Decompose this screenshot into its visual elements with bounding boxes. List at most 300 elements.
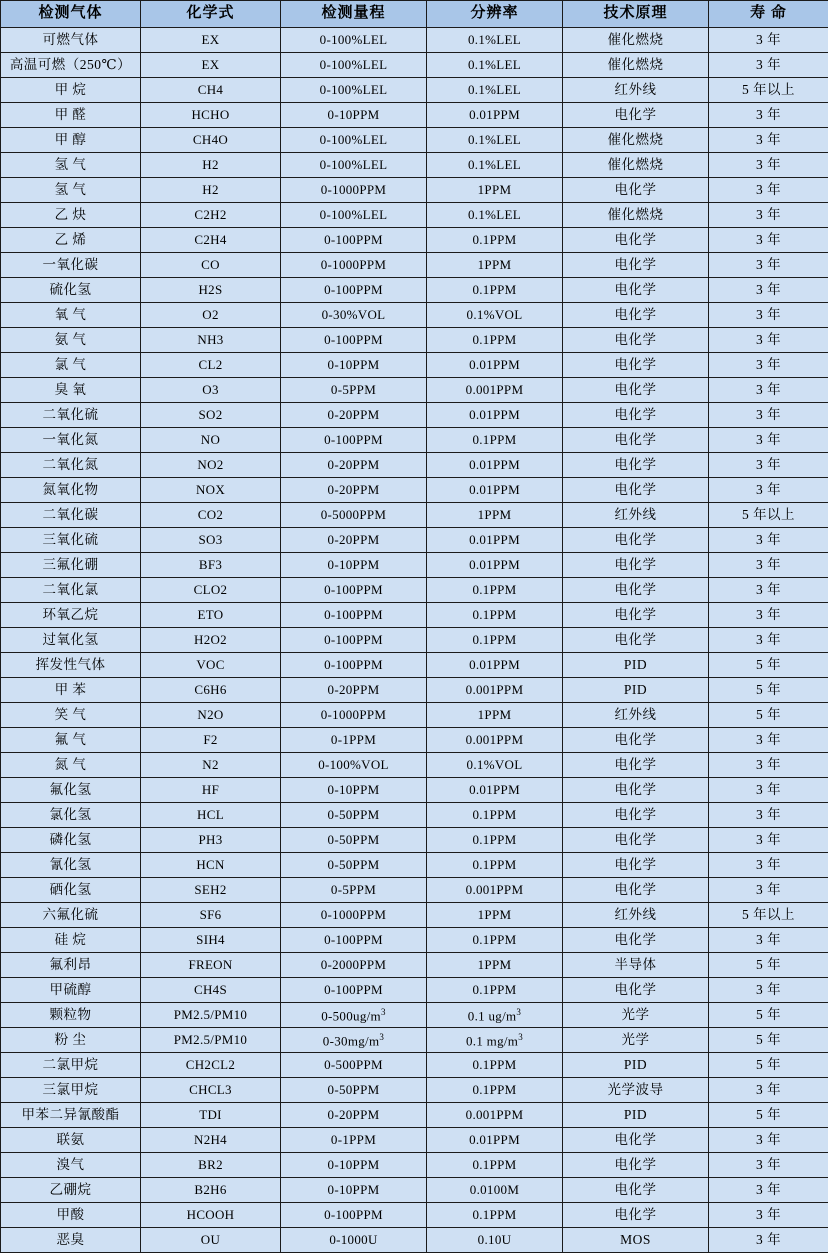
cell-lifetime: 3 年	[709, 203, 828, 228]
cell-resolution: 0.01PPM	[427, 478, 563, 503]
cell-principle: 电化学	[563, 428, 709, 453]
cell-formula: N2O	[141, 703, 281, 728]
cell-gas: 二氧化硫	[1, 403, 141, 428]
cell-range: 0-100PPM	[281, 228, 427, 253]
table-row	[1, 1003, 828, 1028]
cell-principle: 电化学	[563, 353, 709, 378]
table-row	[1, 1103, 828, 1128]
cell-principle: 催化燃烧	[563, 153, 709, 178]
table-row	[1, 153, 828, 178]
cell-range: 0-100PPM	[281, 328, 427, 353]
cell-resolution: 0.1%LEL	[427, 28, 563, 53]
cell-principle: 电化学	[563, 253, 709, 278]
table-row	[1, 1028, 828, 1053]
cell-resolution: 0.1%LEL	[427, 128, 563, 153]
table-row	[1, 878, 828, 903]
cell-gas: 一氧化氮	[1, 428, 141, 453]
cell-formula: CLO2	[141, 578, 281, 603]
cell-range: 0-100PPM	[281, 978, 427, 1003]
cell-resolution: 0.1%VOL	[427, 303, 563, 328]
cell-range: 0-50PPM	[281, 853, 427, 878]
cell-gas: 颗粒物	[1, 1003, 141, 1028]
cell-lifetime: 3 年	[709, 253, 828, 278]
cell-formula: CH4	[141, 78, 281, 103]
cell-principle: 电化学	[563, 228, 709, 253]
cell-range: 0-20PPM	[281, 478, 427, 503]
cell-lifetime: 5 年	[709, 1053, 828, 1078]
cell-resolution: 0.10U	[427, 1228, 563, 1253]
cell-formula: SEH2	[141, 878, 281, 903]
table-row	[1, 253, 828, 278]
cell-gas: 恶臭	[1, 1228, 141, 1253]
cell-principle: 电化学	[563, 553, 709, 578]
cell-range: 0-5PPM	[281, 878, 427, 903]
table-row	[1, 778, 828, 803]
cell-principle: 电化学	[563, 928, 709, 953]
cell-range: 0-10PPM	[281, 353, 427, 378]
cell-gas: 二氧化碳	[1, 503, 141, 528]
cell-range: 0-10PPM	[281, 778, 427, 803]
cell-formula: ETO	[141, 603, 281, 628]
cell-lifetime: 3 年	[709, 978, 828, 1003]
cell-gas: 过氧化氢	[1, 628, 141, 653]
cell-range: 0-20PPM	[281, 678, 427, 703]
table-row	[1, 1128, 828, 1153]
cell-formula: CH2CL2	[141, 1053, 281, 1078]
cell-lifetime: 3 年	[709, 303, 828, 328]
table-row	[1, 328, 828, 353]
cell-gas: 笑 气	[1, 703, 141, 728]
cell-gas: 三氧化硫	[1, 528, 141, 553]
table-row	[1, 353, 828, 378]
cell-range: 0-100%VOL	[281, 753, 427, 778]
cell-formula: PH3	[141, 828, 281, 853]
cell-range: 0-50PPM	[281, 803, 427, 828]
cell-lifetime: 5 年以上	[709, 78, 828, 103]
cell-formula: C6H6	[141, 678, 281, 703]
cell-gas: 氮氧化物	[1, 478, 141, 503]
cell-formula: N2H4	[141, 1128, 281, 1153]
table-row	[1, 928, 828, 953]
cell-resolution: 0.1PPM	[427, 578, 563, 603]
table-row	[1, 1153, 828, 1178]
cell-formula: F2	[141, 728, 281, 753]
cell-gas: 二氯甲烷	[1, 1053, 141, 1078]
cell-principle: 电化学	[563, 578, 709, 603]
table-row	[1, 1203, 828, 1228]
cell-principle: 光学波导	[563, 1078, 709, 1103]
cell-resolution: 1PPM	[427, 903, 563, 928]
cell-resolution: 0.1PPM	[427, 603, 563, 628]
cell-formula: O3	[141, 378, 281, 403]
cell-formula: H2O2	[141, 628, 281, 653]
cell-lifetime: 3 年	[709, 878, 828, 903]
cell-resolution: 0.1%LEL	[427, 153, 563, 178]
cell-principle: 催化燃烧	[563, 128, 709, 153]
cell-resolution: 0.1PPM	[427, 828, 563, 853]
table-row	[1, 578, 828, 603]
cell-range: 0-1000PPM	[281, 178, 427, 203]
cell-range: $0-500ug/m^3$	[281, 1003, 427, 1028]
cell-range: 0-100PPM	[281, 1203, 427, 1228]
cell-lifetime: 5 年	[709, 953, 828, 978]
cell-formula: N2	[141, 753, 281, 778]
cell-gas: 甲 醇	[1, 128, 141, 153]
column-header-lifetime: 寿 命	[709, 1, 828, 28]
table-row	[1, 503, 828, 528]
table-row	[1, 278, 828, 303]
cell-range: 0-100PPM	[281, 603, 427, 628]
cell-formula: O2	[141, 303, 281, 328]
cell-resolution: 0.1PPM	[427, 428, 563, 453]
cell-range: 0-20PPM	[281, 403, 427, 428]
cell-formula: H2S	[141, 278, 281, 303]
cell-gas: 挥发性气体	[1, 653, 141, 678]
cell-lifetime: 3 年	[709, 103, 828, 128]
cell-range: 0-20PPM	[281, 1103, 427, 1128]
cell-resolution: 0.01PPM	[427, 553, 563, 578]
cell-resolution: 1PPM	[427, 703, 563, 728]
cell-principle: 电化学	[563, 1128, 709, 1153]
table-header-row	[1, 1, 828, 28]
table-row	[1, 103, 828, 128]
cell-gas: 硫化氢	[1, 278, 141, 303]
cell-range: 0-100PPM	[281, 578, 427, 603]
table-row	[1, 1078, 828, 1103]
cell-principle: 半导体	[563, 953, 709, 978]
cell-principle: 电化学	[563, 303, 709, 328]
cell-principle: 红外线	[563, 703, 709, 728]
cell-range: 0-1PPM	[281, 1128, 427, 1153]
cell-lifetime: 5 年	[709, 703, 828, 728]
cell-gas: 氟化氢	[1, 778, 141, 803]
cell-lifetime: 5 年以上	[709, 903, 828, 928]
cell-gas: 可燃气体	[1, 28, 141, 53]
cell-range: 0-100%LEL	[281, 28, 427, 53]
table-row	[1, 528, 828, 553]
cell-lifetime: 3 年	[709, 803, 828, 828]
cell-principle: PID	[563, 1053, 709, 1078]
cell-resolution: 0.1PPM	[427, 978, 563, 1003]
cell-lifetime: 3 年	[709, 1128, 828, 1153]
cell-lifetime: 3 年	[709, 428, 828, 453]
cell-formula: HCL	[141, 803, 281, 828]
cell-lifetime: 5 年	[709, 678, 828, 703]
cell-lifetime: 3 年	[709, 128, 828, 153]
table-row	[1, 953, 828, 978]
cell-principle: 电化学	[563, 178, 709, 203]
cell-lifetime: 5 年以上	[709, 503, 828, 528]
cell-resolution: 1PPM	[427, 953, 563, 978]
cell-range: 0-10PPM	[281, 1178, 427, 1203]
cell-resolution: 0.1%VOL	[427, 753, 563, 778]
cell-resolution: 0.01PPM	[427, 103, 563, 128]
table-row	[1, 753, 828, 778]
cell-range: 0-100PPM	[281, 428, 427, 453]
cell-gas: 氨 气	[1, 328, 141, 353]
table-row	[1, 628, 828, 653]
cell-principle: 电化学	[563, 278, 709, 303]
cell-resolution: 0.1PPM	[427, 928, 563, 953]
cell-resolution: 0.001PPM	[427, 678, 563, 703]
cell-lifetime: 3 年	[709, 278, 828, 303]
cell-range: 0-1000U	[281, 1228, 427, 1253]
table-row	[1, 453, 828, 478]
cell-gas: 臭 氧	[1, 378, 141, 403]
cell-principle: 电化学	[563, 728, 709, 753]
cell-lifetime: 3 年	[709, 178, 828, 203]
cell-resolution: 0.01PPM	[427, 453, 563, 478]
cell-resolution: 1PPM	[427, 503, 563, 528]
cell-gas: 硅 烷	[1, 928, 141, 953]
cell-resolution: 0.1PPM	[427, 803, 563, 828]
cell-gas: 一氧化碳	[1, 253, 141, 278]
cell-range: 0-100%LEL	[281, 128, 427, 153]
cell-range: 0-100PPM	[281, 628, 427, 653]
cell-resolution: 1PPM	[427, 178, 563, 203]
table-row	[1, 1178, 828, 1203]
table-row	[1, 653, 828, 678]
cell-lifetime: 3 年	[709, 628, 828, 653]
cell-resolution: 0.1PPM	[427, 853, 563, 878]
cell-formula: C2H4	[141, 228, 281, 253]
cell-lifetime: 3 年	[709, 753, 828, 778]
cell-resolution: 0.1 $ug/m^3$	[427, 1003, 563, 1028]
cell-lifetime: 3 年	[709, 1228, 828, 1253]
table-row	[1, 853, 828, 878]
cell-range: 0-100%LEL	[281, 53, 427, 78]
cell-formula: H2	[141, 178, 281, 203]
cell-gas: 联氨	[1, 1128, 141, 1153]
cell-range: 0-50PPM	[281, 828, 427, 853]
cell-principle: 电化学	[563, 103, 709, 128]
cell-lifetime: 3 年	[709, 353, 828, 378]
cell-resolution: 0.1PPM	[427, 228, 563, 253]
table-row	[1, 428, 828, 453]
table-row	[1, 178, 828, 203]
cell-principle: PID	[563, 653, 709, 678]
cell-gas: 甲苯二异氰酸酯	[1, 1103, 141, 1128]
table-row	[1, 703, 828, 728]
table-row	[1, 303, 828, 328]
cell-resolution: 0.001PPM	[427, 378, 563, 403]
table-row	[1, 203, 828, 228]
cell-principle: 电化学	[563, 628, 709, 653]
cell-range: 0-2000PPM	[281, 953, 427, 978]
cell-formula: CH4O	[141, 128, 281, 153]
column-header-gas: 检测气体	[1, 1, 141, 28]
cell-range: $0-30mg/m^3$	[281, 1028, 427, 1053]
cell-formula: SIH4	[141, 928, 281, 953]
cell-lifetime: 3 年	[709, 728, 828, 753]
cell-gas: 氢 气	[1, 153, 141, 178]
cell-gas: 氟利昂	[1, 953, 141, 978]
cell-lifetime: 3 年	[709, 603, 828, 628]
cell-formula: CO2	[141, 503, 281, 528]
cell-range: 0-10PPM	[281, 553, 427, 578]
cell-gas: 甲 烷	[1, 78, 141, 103]
cell-principle: 电化学	[563, 853, 709, 878]
cell-formula: NOX	[141, 478, 281, 503]
cell-principle: 电化学	[563, 803, 709, 828]
cell-resolution: 0.1PPM	[427, 1078, 563, 1103]
cell-principle: 电化学	[563, 828, 709, 853]
cell-resolution: 0.001PPM	[427, 728, 563, 753]
cell-formula: NO	[141, 428, 281, 453]
cell-principle: 电化学	[563, 528, 709, 553]
table-row	[1, 403, 828, 428]
cell-formula: SO3	[141, 528, 281, 553]
cell-lifetime: 3 年	[709, 453, 828, 478]
cell-gas: 甲硫醇	[1, 978, 141, 1003]
cell-principle: 催化燃烧	[563, 203, 709, 228]
table-row	[1, 128, 828, 153]
cell-range: 0-10PPM	[281, 1153, 427, 1178]
cell-resolution: 0.01PPM	[427, 778, 563, 803]
cell-principle: 光学	[563, 1003, 709, 1028]
cell-range: 0-5000PPM	[281, 503, 427, 528]
cell-principle: 电化学	[563, 453, 709, 478]
cell-principle: 光学	[563, 1028, 709, 1053]
cell-lifetime: 3 年	[709, 53, 828, 78]
cell-gas: 粉 尘	[1, 1028, 141, 1053]
cell-formula: VOC	[141, 653, 281, 678]
cell-resolution: 0.1PPM	[427, 278, 563, 303]
cell-formula: PM2.5/PM10	[141, 1003, 281, 1028]
cell-formula: EX	[141, 53, 281, 78]
table-row	[1, 728, 828, 753]
cell-resolution: 0.1%LEL	[427, 78, 563, 103]
table-row	[1, 803, 828, 828]
cell-lifetime: 3 年	[709, 778, 828, 803]
cell-resolution: 0.1%LEL	[427, 53, 563, 78]
cell-principle: 红外线	[563, 78, 709, 103]
cell-formula: FREON	[141, 953, 281, 978]
cell-formula: B2H6	[141, 1178, 281, 1203]
column-header-principle: 技术原理	[563, 1, 709, 28]
cell-range: 0-100%LEL	[281, 153, 427, 178]
cell-formula: CH4S	[141, 978, 281, 1003]
cell-gas: 氧 气	[1, 303, 141, 328]
cell-formula: BR2	[141, 1153, 281, 1178]
cell-gas: 高温可燃（250℃）	[1, 53, 141, 78]
cell-gas: 甲 苯	[1, 678, 141, 703]
cell-gas: 甲 醛	[1, 103, 141, 128]
cell-gas: 氢 气	[1, 178, 141, 203]
cell-formula: PM2.5/PM10	[141, 1028, 281, 1053]
cell-lifetime: 3 年	[709, 478, 828, 503]
cell-gas: 溴气	[1, 1153, 141, 1178]
table-row	[1, 478, 828, 503]
cell-gas: 氯 气	[1, 353, 141, 378]
cell-formula: C2H2	[141, 203, 281, 228]
cell-range: 0-100PPM	[281, 278, 427, 303]
cell-gas: 二氧化氮	[1, 453, 141, 478]
cell-resolution: 0.01PPM	[427, 1128, 563, 1153]
cell-gas: 氮 气	[1, 753, 141, 778]
cell-formula: CL2	[141, 353, 281, 378]
cell-principle: 电化学	[563, 328, 709, 353]
cell-gas: 三氯甲烷	[1, 1078, 141, 1103]
cell-principle: 电化学	[563, 1153, 709, 1178]
cell-resolution: 0.001PPM	[427, 1103, 563, 1128]
cell-lifetime: 3 年	[709, 153, 828, 178]
cell-principle: 电化学	[563, 603, 709, 628]
cell-principle: 电化学	[563, 403, 709, 428]
table-row	[1, 553, 828, 578]
cell-principle: 电化学	[563, 1203, 709, 1228]
cell-lifetime: 3 年	[709, 378, 828, 403]
cell-gas: 二氧化氯	[1, 578, 141, 603]
cell-range: 0-1000PPM	[281, 253, 427, 278]
cell-principle: 电化学	[563, 378, 709, 403]
cell-lifetime: 3 年	[709, 1153, 828, 1178]
cell-range: 0-1PPM	[281, 728, 427, 753]
cell-range: 0-1000PPM	[281, 703, 427, 728]
cell-principle: 催化燃烧	[563, 28, 709, 53]
cell-formula: BF3	[141, 553, 281, 578]
table-row	[1, 378, 828, 403]
cell-principle: MOS	[563, 1228, 709, 1253]
cell-formula: CO	[141, 253, 281, 278]
cell-gas: 氟 气	[1, 728, 141, 753]
cell-resolution: 0.1PPM	[427, 628, 563, 653]
cell-gas: 三氟化硼	[1, 553, 141, 578]
column-header-resolution: 分辨率	[427, 1, 563, 28]
cell-formula: NO2	[141, 453, 281, 478]
cell-resolution: 0.1PPM	[427, 1203, 563, 1228]
cell-principle: 电化学	[563, 778, 709, 803]
cell-lifetime: 3 年	[709, 403, 828, 428]
cell-range: 0-100%LEL	[281, 78, 427, 103]
cell-range: 0-5PPM	[281, 378, 427, 403]
cell-lifetime: 3 年	[709, 328, 828, 353]
cell-gas: 氯化氢	[1, 803, 141, 828]
cell-principle: PID	[563, 1103, 709, 1128]
cell-lifetime: 3 年	[709, 1178, 828, 1203]
cell-lifetime: 3 年	[709, 528, 828, 553]
cell-formula: OU	[141, 1228, 281, 1253]
cell-resolution: 0.1 $mg/m^3$	[427, 1028, 563, 1053]
cell-lifetime: 3 年	[709, 1203, 828, 1228]
cell-lifetime: 3 年	[709, 578, 828, 603]
cell-lifetime: 3 年	[709, 828, 828, 853]
cell-gas: 硒化氢	[1, 878, 141, 903]
cell-principle: 电化学	[563, 478, 709, 503]
cell-gas: 氰化氢	[1, 853, 141, 878]
cell-lifetime: 5 年	[709, 1103, 828, 1128]
table-row	[1, 603, 828, 628]
cell-resolution: 0.1%LEL	[427, 203, 563, 228]
cell-lifetime: 5 年	[709, 1028, 828, 1053]
cell-resolution: 0.001PPM	[427, 878, 563, 903]
column-header-formula: 化学式	[141, 1, 281, 28]
cell-principle: 电化学	[563, 753, 709, 778]
cell-principle: 红外线	[563, 903, 709, 928]
cell-range: 0-100%LEL	[281, 203, 427, 228]
cell-range: 0-30%VOL	[281, 303, 427, 328]
cell-resolution: 0.01PPM	[427, 528, 563, 553]
cell-principle: 红外线	[563, 503, 709, 528]
cell-gas: 环氧乙烷	[1, 603, 141, 628]
cell-gas: 乙硼烷	[1, 1178, 141, 1203]
cell-principle: 电化学	[563, 1178, 709, 1203]
cell-formula: TDI	[141, 1103, 281, 1128]
cell-resolution: 0.1PPM	[427, 1053, 563, 1078]
cell-principle: 电化学	[563, 978, 709, 1003]
cell-resolution: 0.1PPM	[427, 1153, 563, 1178]
cell-lifetime: 5 年	[709, 653, 828, 678]
